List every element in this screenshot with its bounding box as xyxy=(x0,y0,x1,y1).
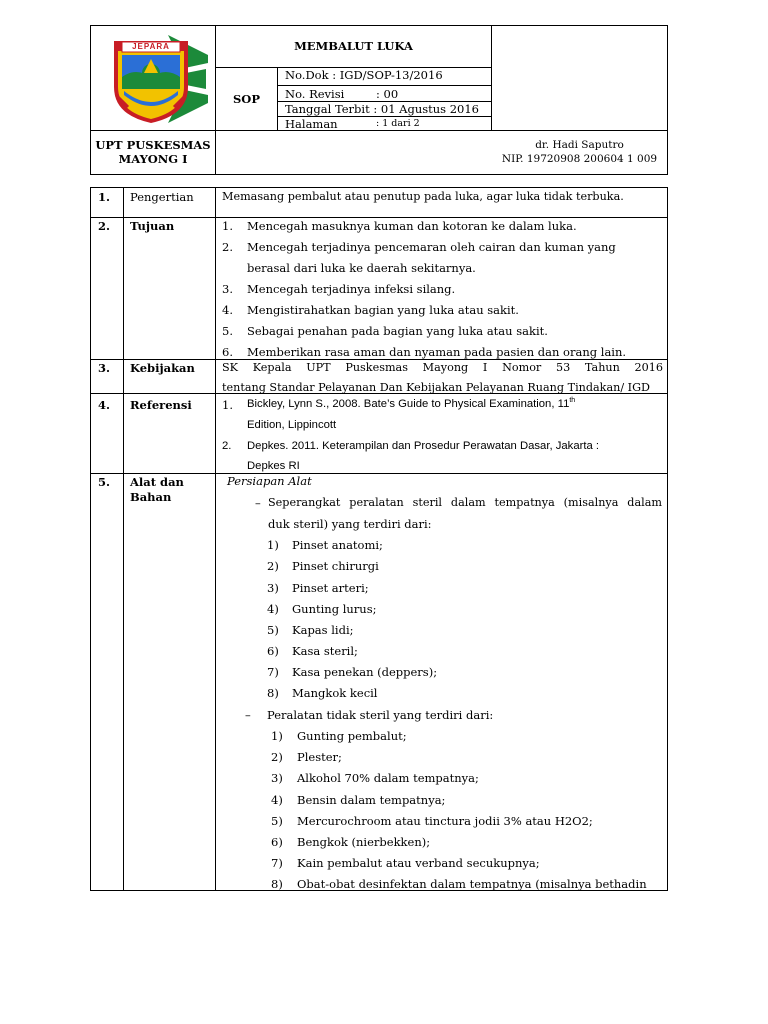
steril-item-text: Kasa penekan (deppers); xyxy=(292,665,438,679)
section-1-label: Pengertian xyxy=(130,190,194,204)
section-1-no: 1. xyxy=(98,190,111,204)
non-steril-item-text: Alkohol 70% dalam tempatnya; xyxy=(297,771,479,785)
section-4-label: Referensi xyxy=(130,398,192,412)
steril-item-number: 7) xyxy=(267,665,279,679)
persiapan-alat-heading: Persiapan Alat xyxy=(227,474,312,488)
non-steril-item-text: Mercurochroom atau tinctura jodii 3% atau H2O2; xyxy=(297,814,593,828)
steril-group-line1: Seperangkat peralatan steril dalam tempatnya (misalnya dalam xyxy=(268,496,662,509)
non-steril-item-number: 3) xyxy=(271,771,283,785)
sop-label: SOP xyxy=(233,92,260,106)
section-5-label-line2: Bahan xyxy=(130,490,172,504)
non-steril-item-number: 8) xyxy=(271,877,283,891)
tujuan-item-number: 3. xyxy=(222,282,233,296)
halaman-label: Halaman xyxy=(285,117,338,131)
section-2-label: Tujuan xyxy=(130,219,175,233)
referensi-2-line1: Depkes. 2011. Keterampilan dan Prosedur Perawatan Dasar, Jakarta : xyxy=(247,440,600,452)
section-2-no: 2. xyxy=(98,219,111,233)
non-steril-item-text: Plester; xyxy=(297,750,342,764)
referensi-1-number: 1. xyxy=(222,398,233,412)
non-steril-item-text: Bengkok (nierbekken); xyxy=(297,835,431,849)
non-steril-item-number: 4) xyxy=(271,793,283,807)
no-dok: No.Dok : IGD/SOP-13/2016 xyxy=(285,68,443,82)
section-3-no: 3. xyxy=(98,361,111,375)
steril-item-text: Gunting lurus; xyxy=(292,602,377,616)
steril-group-line2: duk steril) yang terdiri dari: xyxy=(268,517,432,531)
non-steril-group-heading: Peralatan tidak steril yang terdiri dari: xyxy=(267,708,494,722)
section-5-no: 5. xyxy=(98,475,111,489)
steril-item-number: 6) xyxy=(267,644,279,658)
tujuan-item-text: Mencegah masuknya kuman dan kotoran ke dalam luka. xyxy=(247,219,577,233)
no-revisi-label: No. Revisi xyxy=(285,87,345,101)
referensi-2-line2: Depkes RI xyxy=(247,460,300,472)
non-steril-group-dash: – xyxy=(245,708,251,722)
non-steril-item-text: Bensin dalam tempatnya; xyxy=(297,793,446,807)
logo-text: JEPARA xyxy=(132,42,170,51)
steril-item-text: Pinset chirurgi xyxy=(292,559,379,573)
referensi-1-text: Bickley, Lynn S., 2008. Bate’s Guide to Physical Examination, 11 xyxy=(247,398,570,410)
steril-item-number: 1) xyxy=(267,538,279,552)
jepara-logo xyxy=(108,33,216,125)
referensi-1-superscript: th xyxy=(569,397,576,405)
non-steril-item-text: Obat-obat desinfektan dalam tempatnya (misalnya bethadin xyxy=(297,877,647,891)
tujuan-item-number: 5. xyxy=(222,324,233,338)
steril-group-dash: – xyxy=(255,496,261,510)
org-name-line2: MAYONG I xyxy=(118,152,188,166)
halaman-value: : 1 dari 2 xyxy=(376,118,420,129)
steril-item-number: 3) xyxy=(267,581,279,595)
org-name-line1: UPT PUSKESMAS xyxy=(95,138,211,152)
tujuan-item-text: Mencegah terjadinya infeksi silang. xyxy=(247,282,456,296)
tujuan-item-number: 1. xyxy=(222,219,233,233)
tujuan-item-number: 6. xyxy=(222,345,233,359)
section-5-label-line1: Alat dan xyxy=(130,475,184,489)
tujuan-item-text: Sebagai penahan pada bagian yang luka atau sakit. xyxy=(247,324,548,338)
steril-item-number: 4) xyxy=(267,602,279,616)
tujuan-item-text: berasal dari luka ke daerah sekitarnya. xyxy=(247,261,476,275)
section-4-no: 4. xyxy=(98,398,111,412)
tujuan-item-text: Mencegah terjadinya pencemaran oleh cairan dan kuman yang xyxy=(247,240,616,254)
referensi-1-line1 xyxy=(247,397,575,411)
tujuan-item-number: 4. xyxy=(222,303,233,317)
non-steril-item-text: Gunting pembalut; xyxy=(297,729,407,743)
section-3-label: Kebijakan xyxy=(130,361,195,375)
steril-item-text: Mangkok kecil xyxy=(292,686,378,700)
steril-item-number: 2) xyxy=(267,559,279,573)
non-steril-item-number: 5) xyxy=(271,814,283,828)
non-steril-item-text: Kain pembalut atau verband secukupnya; xyxy=(297,856,540,870)
no-revisi-value: : 00 xyxy=(376,87,399,101)
section-1-text: Memasang pembalut atau penutup pada luka, agar luka tidak terbuka. xyxy=(222,190,624,203)
referensi-1-line2: Edition, Lippincott xyxy=(247,419,337,431)
non-steril-item-number: 6) xyxy=(271,835,283,849)
kebijakan-line2: tentang Standar Pelayanan Dan Kebijakan Pelayanan Ruang Tindakan/ IGD xyxy=(222,381,650,394)
tujuan-item-text: Mengistirahatkan bagian yang luka atau sakit. xyxy=(247,303,519,317)
steril-item-number: 5) xyxy=(267,623,279,637)
tujuan-item-text: Memberikan rasa aman dan nyaman pada pasien dan orang lain. xyxy=(247,345,627,359)
steril-item-number: 8) xyxy=(267,686,279,700)
non-steril-item-number: 1) xyxy=(271,729,283,743)
signer-nip: NIP. 19720908 200604 1 009 xyxy=(501,153,658,165)
steril-item-text: Pinset arteri; xyxy=(292,581,369,595)
kebijakan-line1: SK Kepala UPT Puskesmas Mayong I Nomor 53 Tahun 2016 xyxy=(222,361,663,374)
steril-item-text: Kasa steril; xyxy=(292,644,358,658)
doc-title: MEMBALUT LUKA xyxy=(294,39,413,53)
steril-item-text: Pinset anatomi; xyxy=(292,538,383,552)
signer-name: dr. Hadi Saputro xyxy=(535,139,624,151)
non-steril-item-number: 7) xyxy=(271,856,283,870)
steril-item-text: Kapas lidi; xyxy=(292,623,354,637)
referensi-2-number: 2. xyxy=(222,440,232,452)
tanggal-terbit: Tanggal Terbit : 01 Agustus 2016 xyxy=(285,102,479,116)
tujuan-item-number: 2. xyxy=(222,240,233,254)
non-steril-item-number: 2) xyxy=(271,750,283,764)
